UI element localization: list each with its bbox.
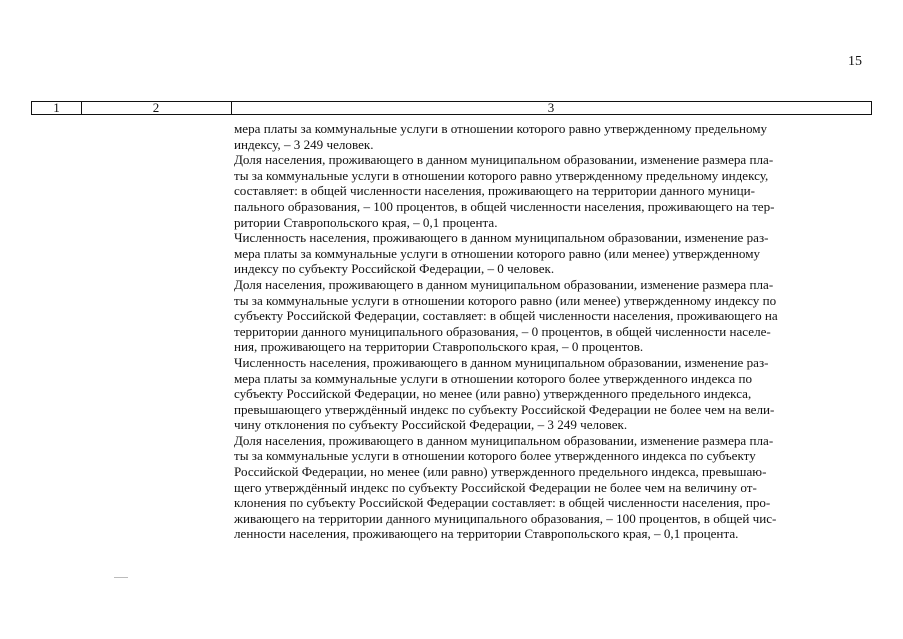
text-line: Российской Федерации, но менее (или равно) утвержденного предельного индекса, превышаю- — [234, 464, 767, 480]
text-line: мера платы за коммунальные услуги в отношении которого более утвержденного индекса по — [234, 370, 753, 386]
text-line: превышающего утверждённый индекс по субъекту Российской Федерации не более чем на вели- — [234, 401, 775, 417]
paragraph — [234, 152, 868, 230]
column-header-3: 3 — [547, 100, 555, 115]
text-line: ты за коммунальные услуги в отношении которого равно утвержденному предельному индексу, — [234, 167, 769, 183]
text-line: ритории Ставропольского края, – 0,1 процента. — [234, 214, 498, 230]
text-line: чину отклонения по субъекту Российской Федерации, – 3 249 человек. — [234, 417, 628, 433]
text-line: субъекту Российской Федерации, но менее (или равно) утвержденного предельного индекса, — [234, 386, 752, 402]
text-line: Доля населения, проживающего в данном муниципальном образовании, изменение размера пла- — [234, 152, 774, 168]
text-line: щего утверждённый индекс по субъекту Российской Федерации не более чем на величину от- — [234, 479, 757, 495]
column-header-2: 2 — [152, 100, 160, 115]
text-line: Численность населения, проживающего в данном муниципальном образовании, изменение раз- — [234, 354, 769, 370]
text-line: живающего на территории данного муниципального образования, – 100 процентов, в общей чис- — [234, 510, 777, 526]
paragraph — [234, 230, 868, 277]
document-body — [234, 121, 868, 542]
paragraph — [234, 355, 868, 433]
text-line: субъекту Российской Федерации, составляет: в общей численности населения, проживающего на — [234, 308, 778, 324]
text-line: Численность населения, проживающего в данном муниципальном образовании, изменение раз- — [234, 230, 769, 246]
text-line: территории данного муниципального образования, – 0 процентов, в общей численности населе- — [234, 323, 771, 339]
paragraph — [234, 121, 868, 152]
text-line: мера платы за коммунальные услуги в отношении которого равно (или менее) утвержденному — [234, 245, 761, 261]
text-line: Доля населения, проживающего в данном муниципальном образовании, изменение размера пла- — [234, 276, 774, 292]
scan-artifact — [114, 577, 128, 578]
page-number: 15 — [848, 54, 862, 69]
paragraph — [234, 433, 868, 542]
text-line: пального образования, – 100 процентов, в общей численности населения, проживающего на тер- — [234, 198, 775, 214]
text-line: ты за коммунальные услуги в отношении которого более утвержденного индекса по субъекту — [234, 448, 756, 464]
text-line: мера платы за коммунальные услуги в отношении которого равно утвержденному предельному — [234, 121, 768, 136]
text-line: ленности населения, проживающего на территории Ставропольского края, – 0,1 процента. — [234, 526, 739, 542]
text-line: индексу, – 3 249 человек. — [234, 136, 374, 152]
text-line: клонения по субъекту Российской Федерации составляет: в общей численности населения, про- — [234, 495, 771, 511]
text-line: ты за коммунальные услуги в отношении которого равно (или менее) утвержденному индексу по — [234, 292, 777, 308]
table-header-row — [31, 101, 872, 115]
text-line: индексу по субъекту Российской Федерации, – 0 человек. — [234, 261, 555, 277]
paragraph — [234, 277, 868, 355]
text-line: ния, проживающего на территории Ставропольского края, – 0 процентов. — [234, 339, 644, 355]
column-header-1: 1 — [53, 100, 60, 115]
text-line: Доля населения, проживающего в данном муниципальном образовании, изменение размера пла- — [234, 432, 774, 448]
text-line: составляет: в общей численности населения, проживающего на территории данного муници- — [234, 183, 755, 199]
